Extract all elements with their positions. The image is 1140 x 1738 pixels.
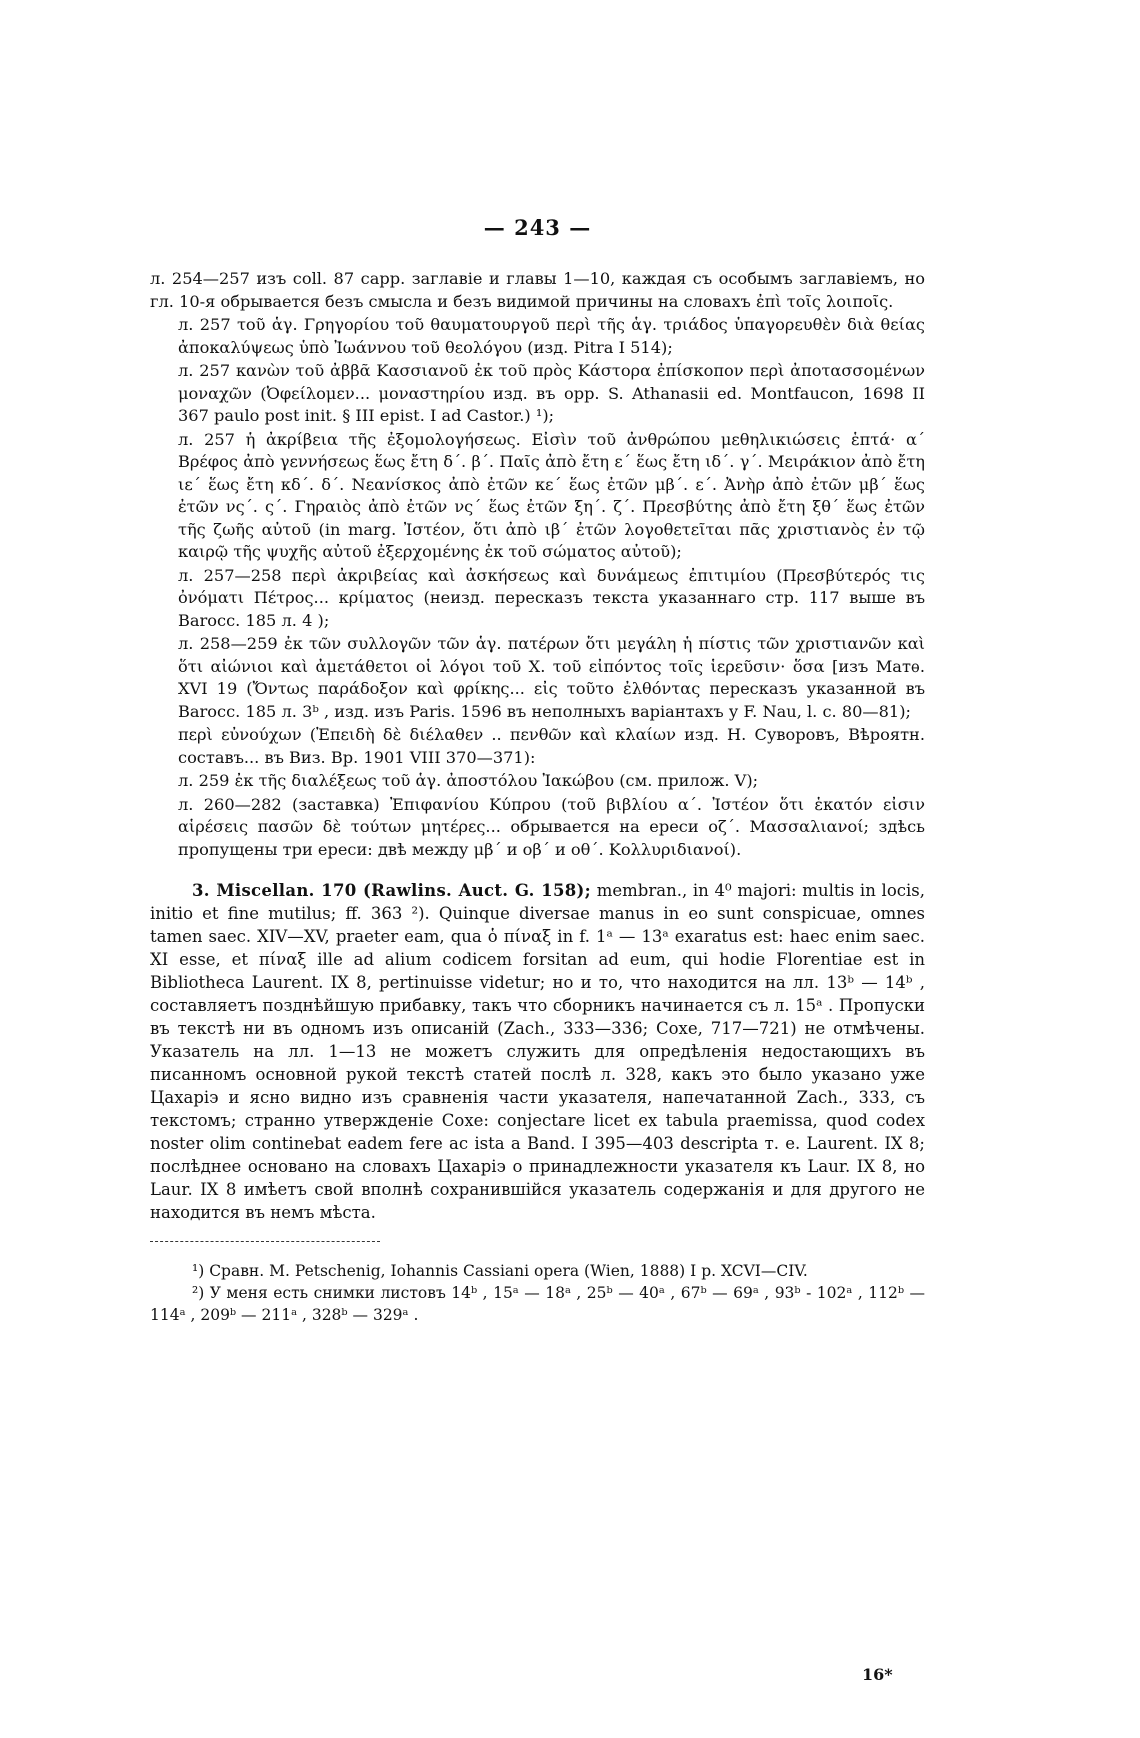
page-number: — 243 — [483,215,592,240]
entry-list [150,268,925,861]
main-text: membran., in 4⁰ majori: multis in locis, initio et fine mutilus; ff. 363 ²). Quinque diversae manus in eo sunt conspicuae, omnes tamen saec. XIV—XV, praeter eam, qua ὁ πίναξ in f. 1ᵃ — 13ᵃ exaratus est: haec enim saec. XI esse, et πίναξ ille ad alium codicem forsitan ad eum, qui hodie Florentiae est in Bibliotheca Laurent. IX 8, pertinuisse videtur; но и то, что находится на лл. 13ᵇ — 14ᵇ , составляетъ позднѣйшую прибавку, такъ что сборникъ начинается съ л. 15ᵃ . Пропуски въ текстѣ ни въ одномъ изъ описаній (Zach., 333—336; Coxe, 717—721) не отмѣчены. Указатель на лл. 1—13 не можетъ служить для опредѣленія недостающихъ въ писанномъ основной рукой текстѣ статей послѣ л. 328, какъ это было указано уже Цахаріэ и ясно видно изъ сравненія части указателя, напечатанной Zach., 333, съ текстомъ; странно утвержденіе Coxe: conjectare licet ex tabula praemissa, quod codex noster olim continebat eadem fere ac ista a Band. I 395—403 descripta т. е. Laurent. IX 8; послѣднее основано на словахъ Цахаріэ о принадлежности указателя къ Laur. IX 8, но Laur. IX 8 имѣетъ свой вполнѣ сохранившійся указатель содержанія и для другого не находится въ немъ мѣста. [150,881,925,1222]
entry-7: περὶ εὐνούχων (Ἐπειδὴ δὲ διέλαθεν .. πενθῶν καὶ κλαίων изд. Н. Суворовъ, Вѣроятн. составъ... въ Виз. Вр. 1901 VIII 370—371): [178,725,925,767]
entry-5: л. 257—258 περὶ ἀκριβείας καὶ ἀσκήσεως καὶ δυνάμεως ἐπιτιμίου (Πρεσβύτερός τις ὀνόματι Πέτρος... κρίματος (неизд. пересказъ текста указаннаго стр. 117 выше въ Barocc. 185 л. 4 ); [178,565,925,630]
main-paragraph [150,879,925,1224]
main-heading: 3. Miscellan. 170 (Rawlins. Auct. G. 158); [192,881,592,900]
entry-8: л. 259 ἐκ τῆς διαλέξεως τοῦ ἁγ. ἀποστόλου Ἰακώβου (см. прилож. V); [178,771,759,790]
footnote-1: ¹) Сравн. M. Petschenig, Iohannis Cassiani opera (Wien, 1888) I p. XCVI—CIV. [192,1261,808,1280]
page-body [150,215,925,1326]
entry-4: л. 257 ἡ ἀκρίβεια τῆς ἐξομολογήσεως. Εἰσὶν τοῦ ἀνθρώπου μεθηλικιώσεις ἑπτά· α´ Βρέφος ἀπὸ γεννήσεως ἕως ἔτη δ´. β´. Παῖς ἀπὸ ἔτη ε´ ἕως ἔτη ιδ´. γ´. Μειράκιον ἀπὸ ἔτη ιε´ ἕως ἔτη κδ´. δ´. Νεανίσκος ἀπὸ ἐτῶν κε´ ἕως ἐτῶν μβ´. ε´. Ἀνὴρ ἀπὸ ἐτῶν μβ´ ἕως ἐτῶν νς´. ς´. Γηραιὸς ἀπὸ ἐτῶν νς´ ἕως ἐτῶν ξη´. ζ´. Πρεσβύτης ἀπὸ ἔτη ξθ´ ἕως ἐτῶν τῆς ζωῆς αὐτοῦ (in marg. Ἰστέον, ὅτι ἀπὸ ιβ´ ἐτῶν λογοθετεῖται πᾶς χριστιανὸς ἐν τῷ καιρῷ τῆς ψυχῆς αὐτοῦ ἐξερχομένης ἐκ τοῦ σώματος αὐτοῦ); [178,429,925,561]
footnotes [150,1260,925,1326]
entry-9: л. 260—282 (заставка) Ἐπιφανίου Κύπρου (τοῦ βιβλίου α´. Ἰστέον ὅτι ἑκατόν εἰσιν αἱρέσεις πασῶν δὲ τούτων μητέρες... обрывается на ереси οζ´. Μασσαλιανοί; здѣсь пропущены три ереси: двѣ между μβ´ и οβ´ и οθ´. Κολλυριδιανοί). [178,794,925,859]
entry-2: л. 257 τοῦ ἁγ. Γρηγορίου τοῦ θαυματουργοῦ περὶ τῆς ἁγ. τριάδος ὑπαγορευθὲν διὰ θείας ἀποκαλύψεως ὑπὸ Ἰωάννου τοῦ θεολόγου (изд. Pitra I 514); [178,315,925,357]
entry-1: л. 254—257 изъ coll. 87 capp. заглавіе и главы 1—10, каждая съ особымъ заглавіемъ, но гл. 10-я обрывается безъ смысла и безъ видимой причины на словахъ ἐπὶ τοῖς λοιποῖς. [150,269,925,311]
entry-3: л. 257 κανὼν τοῦ ἀββᾶ Κασσιανοῦ ἐκ τοῦ πρὸς Κάστορα ἐπίσκοπον περὶ ἀποτασσομένων μοναχῶν (Ὀφείλομεν... μοναστηρίου изд. въ opp. S. Athanasii ed. Montfaucon, 1698 II 367 paulo post init. § III epist. I ad Castor.) ¹); [178,361,925,425]
footnote-divider [150,1241,380,1242]
footnote-2: ²) У меня есть снимки листовъ 14ᵇ , 15ᵃ — 18ᵃ , 25ᵇ — 40ᵃ , 67ᵇ — 69ᵃ , 93ᵇ - 102ᵃ , 112ᵇ — 114ᵃ , 209ᵇ — 211ᵃ , 328ᵇ — 329ᵃ . [150,1283,925,1324]
signature-mark: 16* [862,1665,893,1684]
entry-6: л. 258—259 ἐκ τῶν συλλογῶν τῶν ἁγ. πατέρων ὅτι μεγάλη ἡ πίστις τῶν χριστιανῶν καὶ ὅτι αἰώνιοι καὶ ἀμετάθετοι οἱ λόγοι τοῦ Χ. τοῦ εἰπόντος τοῖς ἱερεῦσιν· ὅσα [изъ Матѳ. XVI 19 (Ὄντως παράδοξον καὶ φρίκης... εἰς τοῦτο ἐλθόντας пересказъ указанной въ Barocc. 185 л. 3ᵇ , изд. изъ Paris. 1596 въ неполныхъ варіантахъ у F. Nau, l. c. 80—81); [178,634,925,721]
